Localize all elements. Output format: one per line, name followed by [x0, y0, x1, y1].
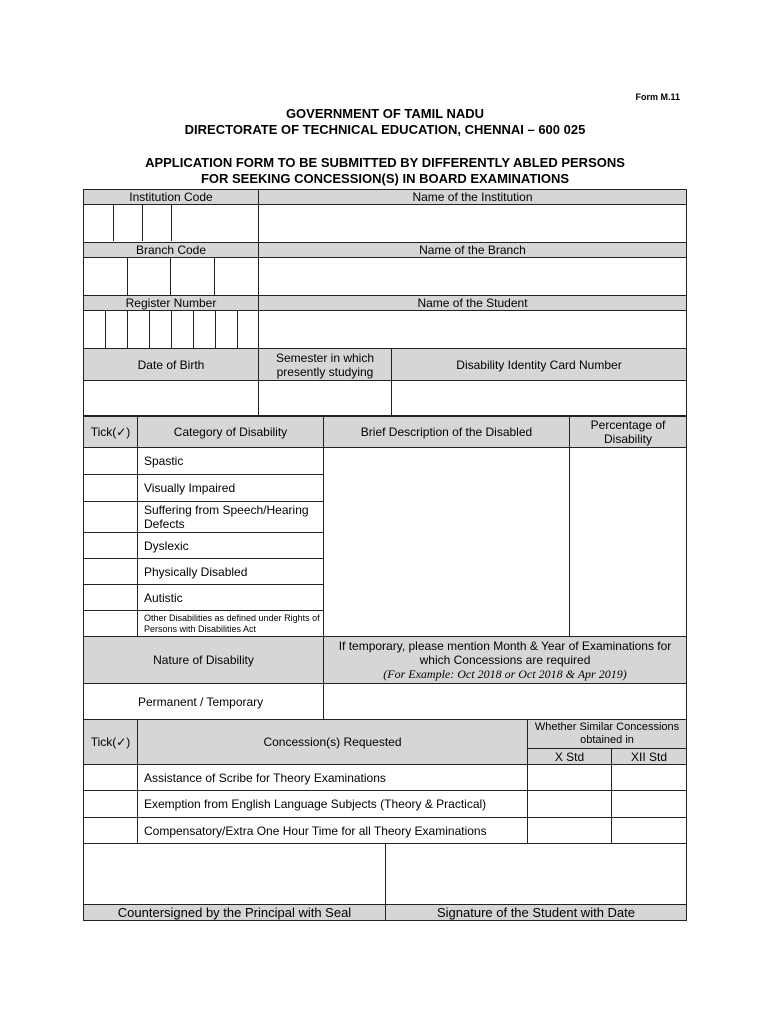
- english-x-std-field[interactable]: [528, 791, 611, 817]
- semester-field[interactable]: [259, 381, 391, 415]
- category-speech-hearing: Suffering from Speech/Hearing Defects: [144, 503, 309, 531]
- category-physically-disabled: Physically Disabled: [144, 564, 248, 579]
- temporary-example: (For Example: Oct 2018 or Oct 2018 & Apr 2019): [383, 667, 627, 681]
- temporary-note-text: If temporary, please mention Month & Year of Examinations for which Concessions are required: [338, 639, 672, 667]
- concession-scribe: Assistance of Scribe for Theory Examinations: [144, 770, 386, 785]
- student-name-label: Name of the Student: [259, 296, 686, 310]
- tick-box-other[interactable]: [84, 611, 137, 636]
- extra-time-xii-std-field[interactable]: [612, 818, 686, 843]
- register-number-field[interactable]: [84, 311, 258, 348]
- tick-box-spastic[interactable]: [84, 448, 137, 474]
- institution-name-label: Name of the Institution: [259, 190, 686, 204]
- concession-extra-time: Compensatory/Extra One Hour Time for all Theory Examinations: [144, 823, 487, 838]
- branch-code-box-1[interactable]: [84, 258, 128, 295]
- nature-section: [83, 636, 687, 720]
- tick-box-extra-time[interactable]: [84, 818, 137, 843]
- branch-code-box-4[interactable]: [215, 258, 258, 295]
- student-name-field[interactable]: [259, 311, 686, 348]
- government-heading: GOVERNMENT OF TAMIL NADU: [285, 106, 485, 121]
- institution-code-box-1[interactable]: [84, 205, 114, 241]
- permanent-temporary-option[interactable]: Permanent / Temporary: [138, 694, 264, 709]
- x-std-header: X Std: [528, 749, 611, 764]
- concession-english-exemption: Exemption from English Language Subjects (Theory & Practical): [144, 797, 487, 811]
- form-title-line2: FOR SEEKING CONCESSION(S) IN BOARD EXAMINATIONS: [200, 171, 570, 186]
- brief-description-field[interactable]: [324, 448, 569, 636]
- signature-label: Signature of the Student with Date: [386, 905, 686, 920]
- signature-section: [83, 843, 687, 921]
- tick-box-scribe[interactable]: [84, 765, 137, 790]
- concessions-header: Concession(s) Requested: [138, 720, 527, 764]
- scribe-x-std-field[interactable]: [528, 765, 611, 790]
- institution-code-box-3[interactable]: [143, 205, 172, 241]
- dob-section: [83, 348, 687, 416]
- branch-name-field[interactable]: [259, 258, 686, 295]
- scribe-xii-std-field[interactable]: [612, 765, 686, 790]
- category-dyslexic: Dyslexic: [144, 538, 189, 553]
- category-spastic: Spastic: [144, 454, 184, 468]
- exam-period-field[interactable]: [324, 684, 686, 719]
- percentage-header: Percentage of Disability: [570, 417, 686, 447]
- branch-code-box-3[interactable]: [171, 258, 215, 295]
- tick-box-autistic[interactable]: [84, 585, 137, 610]
- tick-box-visually-impaired[interactable]: [84, 475, 137, 501]
- extra-time-x-std-field[interactable]: [528, 818, 611, 843]
- form-number: Form M.11: [635, 92, 680, 102]
- dob-field[interactable]: [84, 381, 258, 415]
- nature-label: Nature of Disability: [84, 637, 323, 683]
- principal-seal-field[interactable]: [84, 844, 385, 904]
- disability-card-label: Disability Identity Card Number: [392, 349, 686, 380]
- register-number-label: Register Number: [84, 296, 258, 310]
- semester-label: Semester in which presently studying: [259, 349, 391, 380]
- tick-box-speech-hearing[interactable]: [84, 502, 137, 532]
- branch-code-box-2[interactable]: [128, 258, 171, 295]
- dob-label: Date of Birth: [84, 349, 258, 380]
- tick-box-dyslexic[interactable]: [84, 533, 137, 558]
- countersigned-label: Countersigned by the Principal with Seal: [84, 905, 385, 920]
- tick-box-physically-disabled[interactable]: [84, 559, 137, 584]
- directorate-heading: DIRECTORATE OF TECHNICAL EDUCATION, CHENNAI – 600 025: [184, 122, 586, 137]
- tick-header-2: Tick(✓): [84, 720, 137, 764]
- temporary-note: [324, 637, 686, 683]
- tick-header: Tick(✓): [84, 417, 137, 447]
- institution-name-field[interactable]: [259, 205, 686, 241]
- branch-name-label: Name of the Branch: [259, 243, 686, 257]
- similar-concessions-header: Whether Similar Concessions obtained in: [528, 720, 686, 748]
- english-xii-std-field[interactable]: [612, 791, 686, 817]
- category-header: Category of Disability: [138, 417, 323, 447]
- form-title-line1: APPLICATION FORM TO BE SUBMITTED BY DIFFERENTLY ABLED PERSONS: [145, 155, 625, 170]
- student-signature-field[interactable]: [386, 844, 686, 904]
- category-autistic: Autistic: [144, 590, 183, 605]
- xii-std-header: XII Std: [612, 749, 686, 764]
- disability-card-field[interactable]: [392, 381, 686, 415]
- category-other: Other Disabilities as defined under Rights of Persons with Disabilities Act: [144, 612, 320, 634]
- brief-description-header: Brief Description of the Disabled: [324, 417, 569, 447]
- percentage-field[interactable]: [570, 448, 686, 636]
- institution-code-label: Institution Code: [84, 190, 258, 204]
- tick-box-english-exemption[interactable]: [84, 791, 137, 817]
- concessions-table: [83, 719, 687, 844]
- branch-code-label: Branch Code: [84, 243, 258, 257]
- category-visually-impaired: Visually Impaired: [144, 481, 236, 495]
- disability-category-table: [83, 416, 687, 637]
- identity-section: [83, 189, 687, 349]
- institution-code-box-4[interactable]: [172, 205, 258, 241]
- institution-code-box-2[interactable]: [114, 205, 143, 241]
